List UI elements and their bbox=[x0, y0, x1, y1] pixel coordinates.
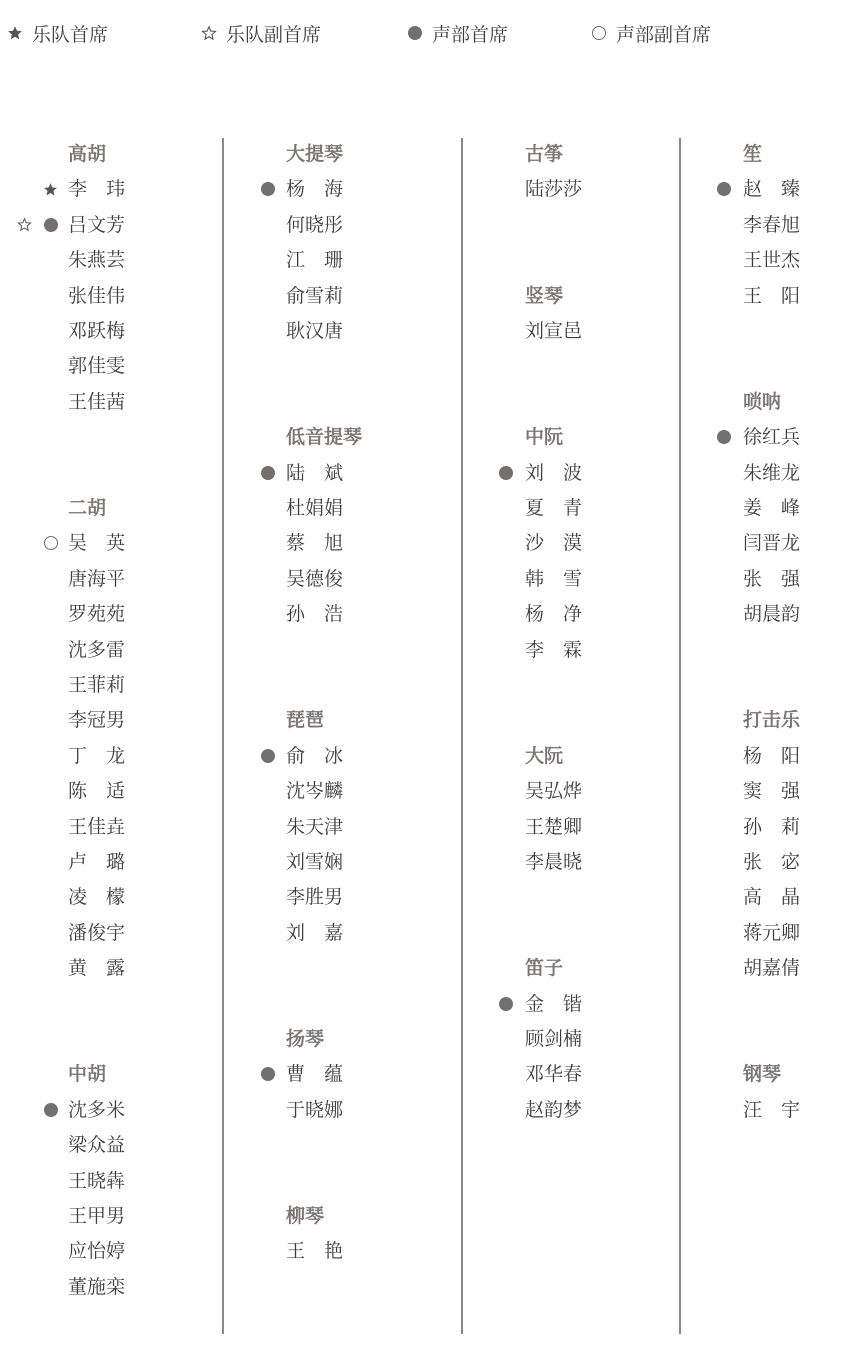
filled-dot-icon bbox=[261, 466, 275, 480]
section-title: 打击乐 bbox=[743, 709, 801, 732]
member-name: 沈岑麟 bbox=[286, 780, 344, 803]
filled-dot-icon bbox=[499, 466, 513, 480]
member-name: 金 锴 bbox=[525, 992, 583, 1015]
member-name: 朱燕芸 bbox=[68, 249, 126, 272]
member-name: 杨 阳 bbox=[743, 744, 801, 767]
member-name: 王菲莉 bbox=[68, 674, 126, 696]
member-name: 杨 海 bbox=[286, 178, 344, 201]
section-title: 笛子 bbox=[525, 957, 564, 980]
member-name: 孙 浩 bbox=[286, 603, 344, 626]
outline-star-icon bbox=[17, 217, 32, 232]
member-name: 张 强 bbox=[743, 567, 801, 590]
member-name: 闫晋龙 bbox=[743, 532, 801, 555]
member-name: 陈 适 bbox=[68, 780, 126, 803]
filled-dot-icon bbox=[261, 1067, 275, 1081]
member-name: 黄 露 bbox=[68, 957, 126, 980]
member-name: 高 晶 bbox=[743, 886, 801, 909]
filled-star-icon bbox=[6, 24, 24, 42]
filled-dot-icon bbox=[717, 430, 731, 444]
member-role-marks bbox=[499, 460, 513, 486]
member-name: 王佳垚 bbox=[68, 815, 126, 838]
member-name: 耿汉唐 bbox=[286, 320, 344, 342]
member-name: 沈多米 bbox=[68, 1098, 126, 1121]
member-role-marks bbox=[43, 176, 58, 202]
member-name: 窦 强 bbox=[743, 780, 801, 803]
member-name: 王楚卿 bbox=[525, 815, 583, 838]
member-name: 俞 冰 bbox=[286, 744, 344, 767]
member-name: 张 宓 bbox=[743, 851, 801, 873]
legend-orchestra-associate-concertmaster bbox=[200, 20, 321, 46]
member-name: 梁众益 bbox=[68, 1134, 126, 1157]
member-name: 何晓彤 bbox=[286, 213, 344, 236]
filled-dot-icon bbox=[499, 997, 513, 1011]
section-title: 扬琴 bbox=[286, 1028, 325, 1050]
member-name: 刘宣邑 bbox=[525, 320, 583, 342]
member-name: 王晓犇 bbox=[68, 1169, 126, 1192]
section-title: 琵琶 bbox=[286, 709, 325, 732]
member-name: 杜娟娟 bbox=[286, 497, 344, 519]
member-name: 沙 漠 bbox=[525, 532, 583, 555]
member-name: 李 霖 bbox=[525, 638, 583, 661]
legend-label: 乐队副首席 bbox=[226, 23, 322, 46]
section-title: 钢琴 bbox=[743, 1063, 782, 1086]
legend-label: 声部首席 bbox=[432, 23, 509, 46]
member-name: 王 艳 bbox=[286, 1240, 344, 1263]
member-name: 董施栾 bbox=[68, 1275, 126, 1298]
section-title: 二胡 bbox=[68, 497, 107, 519]
member-name: 唐海平 bbox=[68, 567, 126, 590]
member-name: 汪 宇 bbox=[743, 1098, 801, 1121]
outline-dot-icon bbox=[44, 536, 58, 550]
member-role-marks bbox=[261, 1061, 275, 1087]
legend-orchestra-concertmaster bbox=[6, 20, 108, 46]
legend-section-associate-principal bbox=[590, 20, 711, 46]
member-name: 胡晨韵 bbox=[743, 603, 801, 626]
legend-section-principal bbox=[406, 20, 508, 46]
member-role-marks bbox=[261, 743, 275, 769]
member-name: 陆莎莎 bbox=[525, 178, 583, 201]
member-name: 刘 嘉 bbox=[286, 921, 344, 944]
member-name: 徐红兵 bbox=[743, 426, 801, 449]
member-name: 罗苑苑 bbox=[68, 603, 126, 626]
filled-star-icon bbox=[43, 182, 58, 197]
filled-dot-icon bbox=[44, 218, 58, 232]
legend bbox=[0, 20, 848, 46]
section-title: 大提琴 bbox=[286, 143, 344, 165]
member-name: 李春旭 bbox=[743, 213, 801, 236]
member-name: 朱维龙 bbox=[743, 461, 801, 484]
member-name: 顾剑楠 bbox=[525, 1028, 583, 1050]
section-title: 笙 bbox=[743, 143, 763, 165]
section-title: 古筝 bbox=[525, 143, 564, 165]
member-name: 邓华春 bbox=[525, 1063, 583, 1086]
member-name: 凌 檬 bbox=[68, 886, 126, 909]
legend-label: 乐队首席 bbox=[32, 23, 109, 46]
member-name: 刘 波 bbox=[525, 461, 583, 484]
member-name: 沈多雷 bbox=[68, 638, 126, 661]
member-role-marks bbox=[717, 176, 731, 202]
member-name: 刘雪娴 bbox=[286, 851, 344, 873]
member-role-marks bbox=[261, 460, 275, 486]
member-role-marks bbox=[499, 991, 513, 1017]
member-name: 姜 峰 bbox=[743, 497, 801, 519]
member-name: 杨 净 bbox=[525, 603, 583, 626]
member-name: 李晨晓 bbox=[525, 851, 583, 873]
member-name: 俞雪莉 bbox=[286, 284, 344, 307]
member-name: 卢 璐 bbox=[68, 851, 126, 873]
filled-dot-icon bbox=[406, 24, 424, 42]
member-name: 张佳伟 bbox=[68, 284, 126, 307]
member-role-marks bbox=[261, 176, 275, 202]
member-name: 吴德俊 bbox=[286, 567, 344, 590]
outline-dot-icon bbox=[590, 24, 608, 42]
member-name: 丁 龙 bbox=[68, 744, 126, 767]
section-title: 高胡 bbox=[68, 143, 107, 165]
member-role-marks bbox=[44, 1097, 58, 1123]
member-role-marks bbox=[717, 424, 731, 450]
member-name: 曹 蕴 bbox=[286, 1063, 344, 1086]
filled-dot-icon bbox=[44, 1103, 58, 1117]
member-name: 韩 雪 bbox=[525, 567, 583, 590]
member-name: 应怡婷 bbox=[68, 1240, 126, 1263]
member-role-marks bbox=[17, 212, 58, 238]
filled-dot-icon bbox=[261, 182, 275, 196]
column-divider bbox=[461, 138, 463, 1334]
member-name: 陆 斌 bbox=[286, 461, 344, 484]
member-name: 夏 青 bbox=[525, 497, 583, 519]
member-name: 王 阳 bbox=[743, 284, 801, 307]
section-title: 大阮 bbox=[525, 744, 564, 767]
member-name: 王佳茜 bbox=[68, 390, 126, 413]
member-name: 胡嘉倩 bbox=[743, 957, 801, 980]
member-name: 蒋元卿 bbox=[743, 921, 801, 944]
section-title: 低音提琴 bbox=[286, 426, 363, 449]
member-name: 李胜男 bbox=[286, 886, 344, 909]
member-role-marks bbox=[44, 530, 58, 556]
member-name: 王世杰 bbox=[743, 249, 801, 272]
outline-star-icon bbox=[200, 24, 218, 42]
section-title: 竖琴 bbox=[525, 284, 564, 307]
section-title: 中胡 bbox=[68, 1063, 107, 1086]
member-name: 王甲男 bbox=[68, 1205, 126, 1227]
section-title: 柳琴 bbox=[286, 1205, 325, 1227]
legend-label: 声部副首席 bbox=[616, 23, 712, 46]
member-name: 吕文芳 bbox=[68, 213, 126, 236]
column-divider bbox=[222, 138, 224, 1334]
section-title: 唢呐 bbox=[743, 390, 782, 413]
member-name: 潘俊宇 bbox=[68, 921, 126, 944]
member-name: 邓跃梅 bbox=[68, 320, 126, 342]
member-name: 蔡 旭 bbox=[286, 532, 344, 555]
member-name: 朱天津 bbox=[286, 815, 344, 838]
member-name: 于晓娜 bbox=[286, 1098, 344, 1121]
member-name: 吴 英 bbox=[68, 532, 126, 555]
member-name: 吴弘烨 bbox=[525, 780, 583, 803]
member-name: 李 玮 bbox=[68, 178, 126, 201]
member-name: 赵 臻 bbox=[743, 178, 801, 201]
member-name: 李冠男 bbox=[68, 709, 126, 732]
filled-dot-icon bbox=[717, 182, 731, 196]
member-name: 赵韵梦 bbox=[525, 1098, 583, 1121]
member-name: 江 珊 bbox=[286, 249, 344, 272]
member-name: 郭佳雯 bbox=[68, 355, 126, 378]
filled-dot-icon bbox=[261, 749, 275, 763]
column-divider bbox=[679, 138, 681, 1334]
section-title: 中阮 bbox=[525, 426, 564, 449]
member-name: 孙 莉 bbox=[743, 815, 801, 838]
